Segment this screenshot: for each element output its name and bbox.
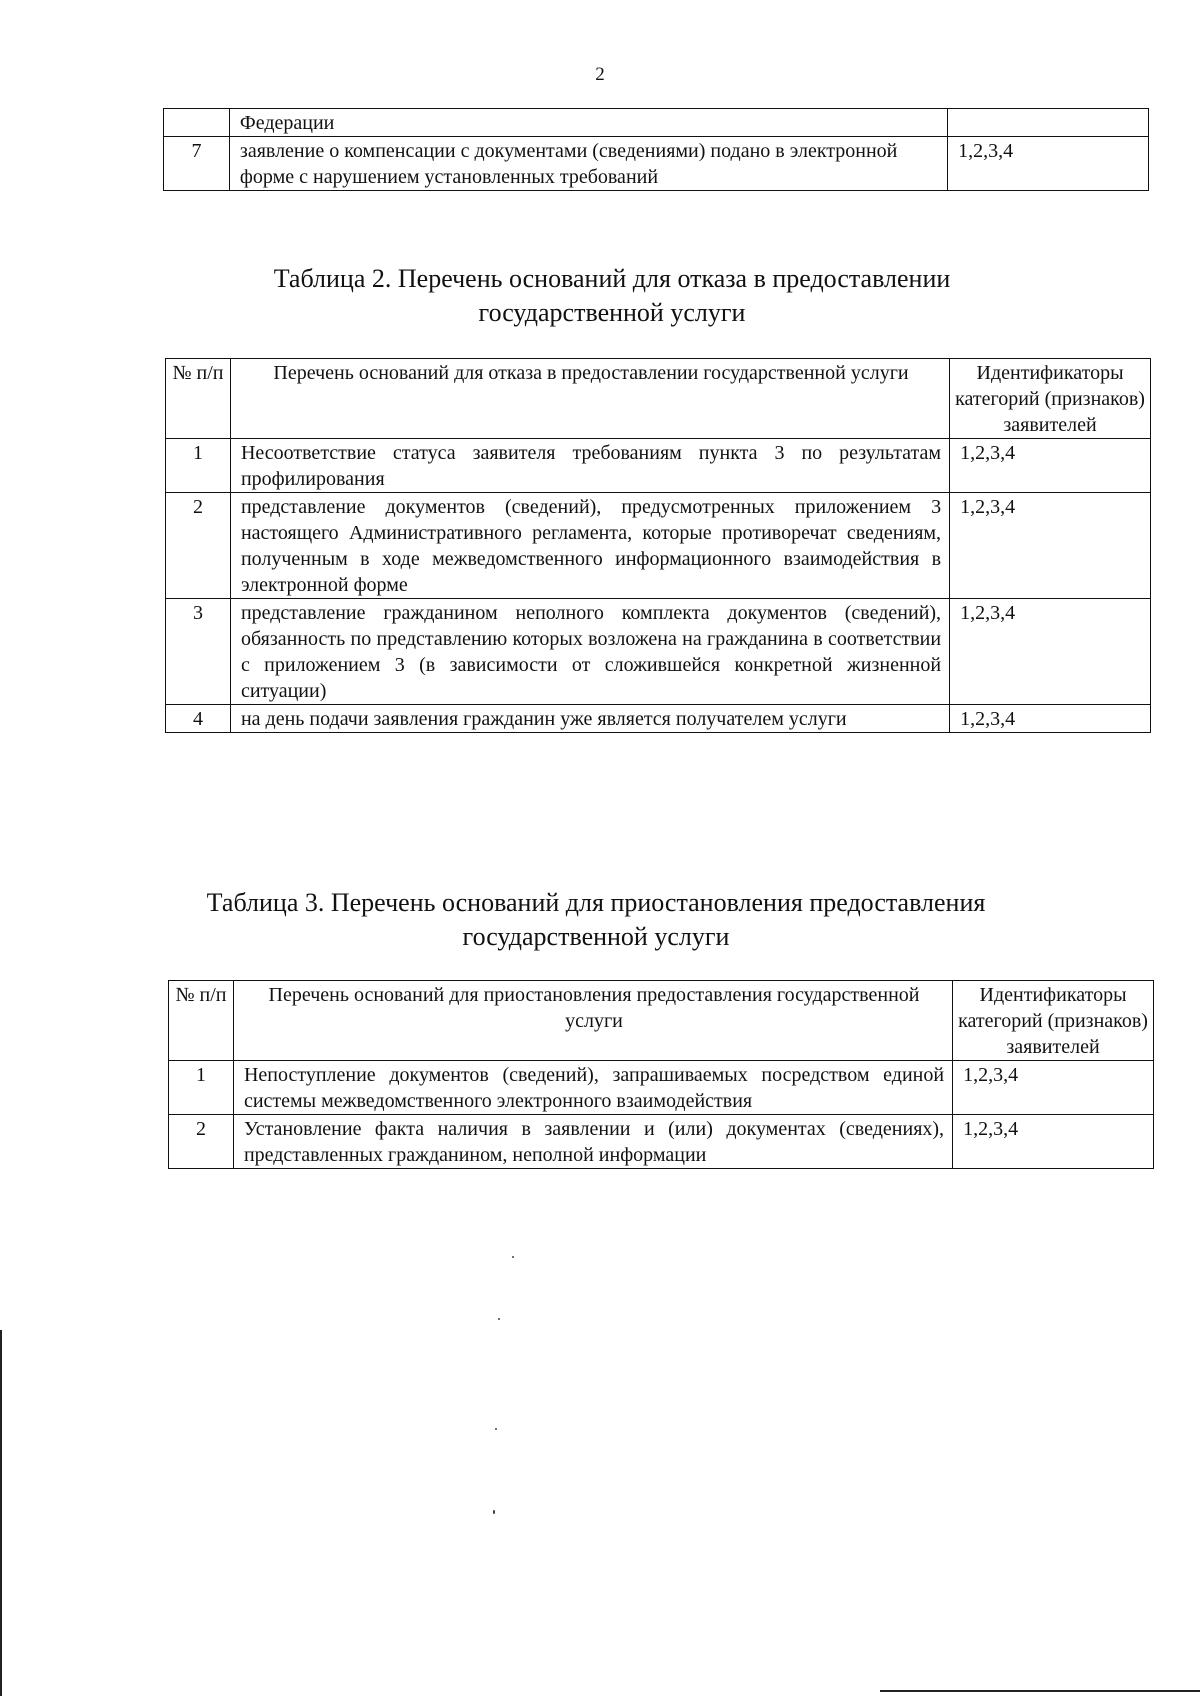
- row-text: Несоответствие статуса заявителя требованиям пункта 3 по результатам профилирования: [230, 439, 949, 493]
- table2-title: [12, 262, 1200, 330]
- scan-speck: [495, 1428, 497, 1430]
- row-text: представление гражданином неполного комплекта документов (сведений), обязанность по представлению которых возложена на гражданина в соответствии с приложением 3 (в зависимости от сложившейся конкретной жизненной ситуации): [230, 599, 949, 705]
- table-row: [169, 1061, 1154, 1115]
- row-number: [164, 109, 230, 137]
- scan-speck: [498, 1318, 500, 1320]
- table3-title-line2: государственной услуги: [462, 922, 730, 951]
- row-ids: 1,2,3,4: [953, 1115, 1154, 1169]
- row-ids: 1,2,3,4: [950, 439, 1151, 493]
- row-text: Федерации: [229, 109, 947, 137]
- header-ids: Идентификаторы категорий (признаков) заявителей: [953, 981, 1154, 1061]
- row-text: заявление о компенсации с документами (сведениями) подано в электронной форме с нарушением установленных требований: [229, 137, 947, 191]
- continuation-table: [163, 108, 1149, 191]
- table-row: [164, 109, 1149, 137]
- row-number: 4: [166, 705, 231, 733]
- row-number: 3: [166, 599, 231, 705]
- scan-edge-line: [0, 1330, 2, 1696]
- row-text: Непоступление документов (сведений), запрашиваемых посредством единой системы межведомственного электронного взаимодействия: [233, 1061, 952, 1115]
- table-row: [164, 137, 1149, 191]
- table3-title-line1: Таблица 3. Перечень оснований для приостановления предоставления: [206, 888, 986, 917]
- suspension-grounds-table: [168, 980, 1154, 1169]
- row-ids: 1,2,3,4: [950, 599, 1151, 705]
- page-number: 2: [595, 64, 605, 85]
- header-ids: Идентификаторы категорий (признаков) заявителей: [950, 359, 1151, 439]
- row-text: Установление факта наличия в заявлении и (или) документах (сведениях), представленных гражданином, неполной информации: [233, 1115, 952, 1169]
- header-number: № п/п: [169, 981, 234, 1061]
- table2-title-line2: государственной услуги: [478, 298, 746, 327]
- table-header-row: [166, 359, 1151, 439]
- scan-speck: [493, 1510, 495, 1514]
- row-number: 2: [166, 493, 231, 599]
- row-ids: 1,2,3,4: [953, 1061, 1154, 1115]
- row-text: на день подачи заявления гражданин уже является получателем услуги: [230, 705, 949, 733]
- row-ids: 1,2,3,4: [950, 705, 1151, 733]
- header-number: № п/п: [166, 359, 231, 439]
- table2-title-line1: Таблица 2. Перечень оснований для отказа в предоставлении: [273, 264, 951, 293]
- row-number: 7: [164, 137, 230, 191]
- refusal-grounds-table: [165, 358, 1151, 733]
- row-text: представление документов (сведений), предусмотренных приложением 3 настоящего Административного регламента, которые противоречат сведениям, полученным в ходе межведомственного информационного взаимодействия в электронной форме: [230, 493, 949, 599]
- scan-speck: [512, 1256, 514, 1258]
- row-ids: [948, 109, 1149, 137]
- row-number: 2: [169, 1115, 234, 1169]
- header-grounds: Перечень оснований для отказа в предоставлении государственной услуги: [230, 359, 949, 439]
- row-number: 1: [169, 1061, 234, 1115]
- header-grounds: Перечень оснований для приостановления предоставления государственной услуги: [233, 981, 952, 1061]
- row-ids: 1,2,3,4: [950, 493, 1151, 599]
- table-header-row: [169, 981, 1154, 1061]
- table-row: [169, 1115, 1154, 1169]
- table-row: [166, 705, 1151, 733]
- row-number: 1: [166, 439, 231, 493]
- table-row: [166, 493, 1151, 599]
- table-row: [166, 599, 1151, 705]
- table-row: [166, 439, 1151, 493]
- table3-title: [0, 886, 1196, 954]
- row-ids: 1,2,3,4: [948, 137, 1149, 191]
- scan-bottom-line: [880, 1690, 1200, 1692]
